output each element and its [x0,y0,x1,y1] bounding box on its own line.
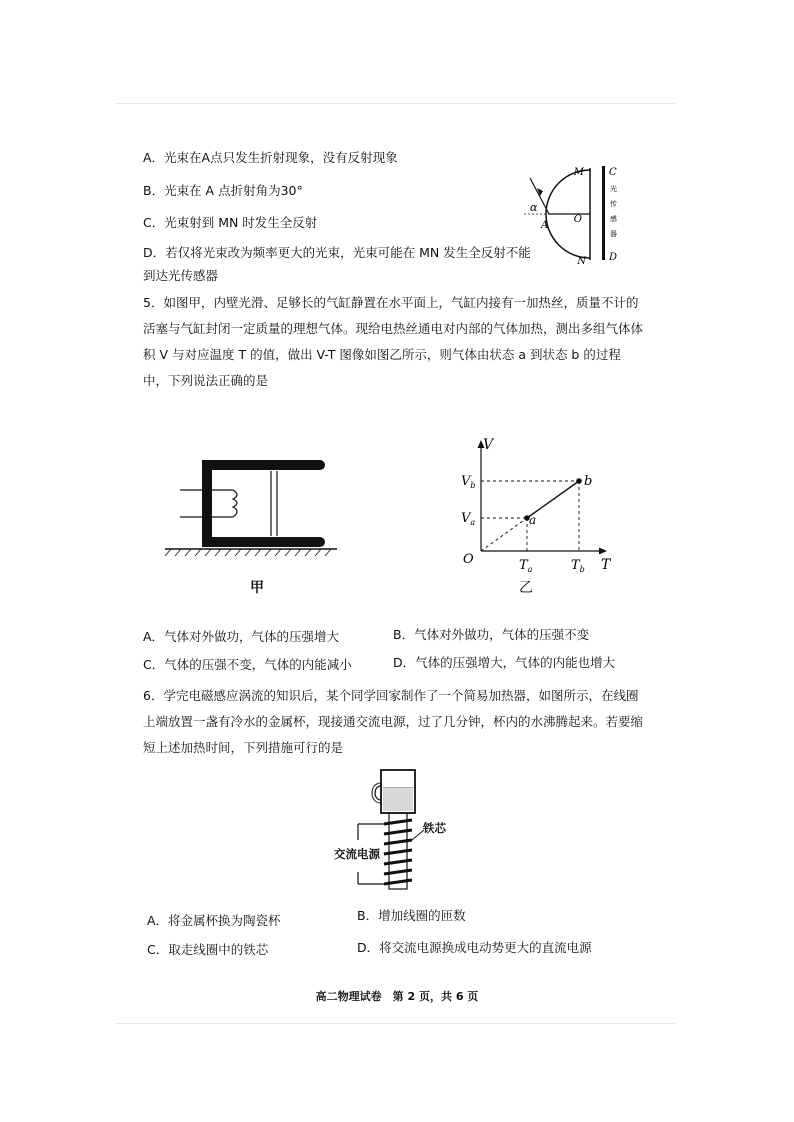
q5-stem: 5．如图甲，内壁光滑、足够长的气缸静置在水平面上，气缸内接有一加热丝，质量不计的活塞与气缸封闭一定质量的理想气体。现给电热丝通电对内部的气体加热，测出多组气体体积 V 与对应温度 T 的值，做出 V-T 图像如图乙所示，则气体由状态 a 到状态 b 的过程中，下列说法正确的是 [143,295,644,388]
q4-option-c: C．光束射到 MN 时发生全反射 [143,215,318,230]
q4-option-d-line2: 到达光传感器 [143,268,219,283]
label-alpha: α [530,201,538,214]
q4-semicircle-figure [520,160,620,270]
axis-t-label: T [601,557,611,573]
label-a: A [541,220,549,231]
q5-vt-graph [455,432,620,577]
label-o: O [573,214,582,225]
ta-label: $T_a$ [519,558,533,574]
point-a-label: a [529,513,537,527]
sensor-char-2: 传 [610,200,617,208]
q5-option-b: B．气体对外做功，气体的压强不变 [393,627,590,642]
q4-option-d-line1: D．若仅将光束改为频率更大的光束，光束可能在 MN 发生全反射不能 [143,245,531,260]
fig-jia-label: 甲 [250,580,264,596]
q6-option-b: B．增加线圈的匝数 [357,908,466,923]
q6-option-c: C．取走线圈中的铁芯 [147,942,269,957]
q6-stem: 6．学完电磁感应涡流的知识后，某个同学回家制作了一个简易加热器，如图所示，在线圈上端放置一盏有冷水的金属杯，现接通交流电源，过了几分钟，杯内的水沸腾起来。若要缩短上述加热时间，下列措施可行的是 [143,688,644,755]
point-b-label: b [584,474,593,489]
origin-label: O [463,552,474,567]
q4-option-b: B．光束在 A 点折射角为30° [143,183,303,198]
page-footer: 高二物理试卷 第 2 页，共 6 页 [315,990,479,1003]
axis-v-label: V [483,437,494,453]
tb-label: $T_b$ [571,558,585,574]
sensor-char-1: 光 [610,185,617,193]
fig-yi-label: 乙 [519,580,533,596]
sensor-char-4: 器 [610,230,617,238]
page-top-edge [115,103,675,104]
label-n: N [577,256,586,267]
q6-option-a: A．将金属杯换为陶瓷杯 [147,913,281,928]
label-iron-core: 铁芯 [423,821,446,835]
label-c: C [609,167,617,178]
q4-option-a: A．光束在A点只发生折射现象，没有反射现象 [143,150,398,165]
q5-option-c: C．气体的压强不变，气体的内能减小 [143,657,352,672]
page-bottom-edge [115,1023,675,1024]
q6-option-d: D．将交流电源换成电动势更大的直流电源 [357,940,592,955]
label-ac-source: 交流电源 [334,847,380,861]
label-m: M [573,167,584,178]
sensor-char-3: 感 [610,215,617,223]
label-d: D [609,252,618,263]
q5-option-d: D．气体的压强增大，气体的内能也增大 [393,655,616,670]
va-label: $V_a$ [461,511,476,527]
q5-cylinder-figure [165,455,345,565]
vb-label: $V_b$ [461,474,476,490]
q5-option-a: A．气体对外做功，气体的压强增大 [143,629,340,644]
